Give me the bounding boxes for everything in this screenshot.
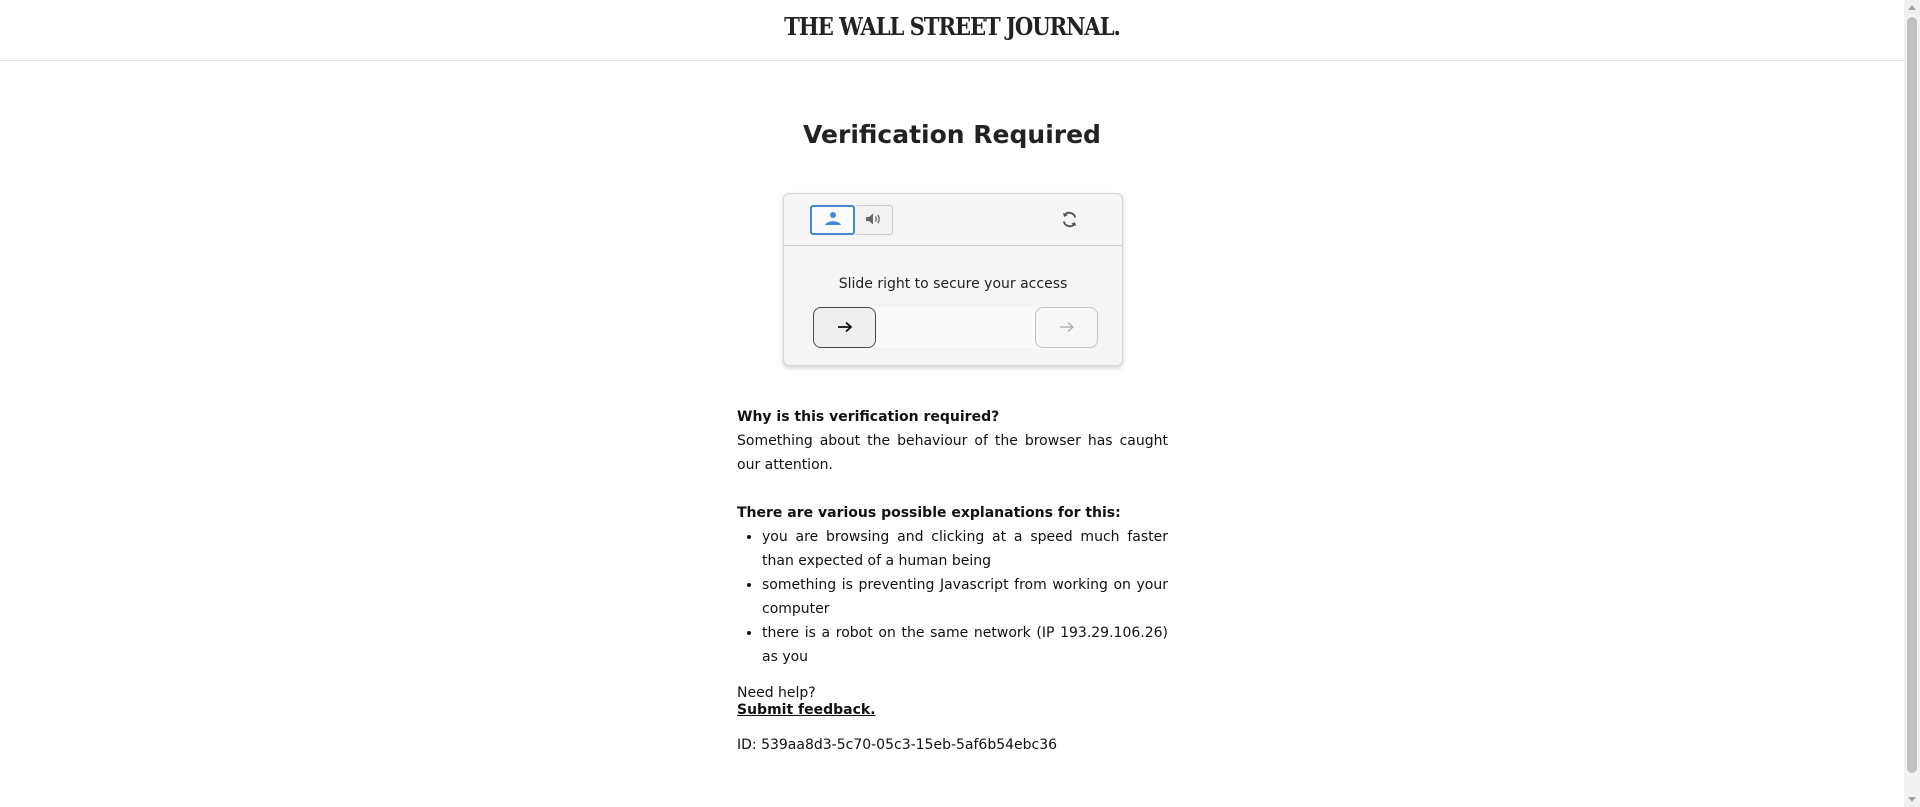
page-scrollbar[interactable] <box>1904 0 1920 807</box>
image-challenge-button[interactable] <box>810 205 855 235</box>
audio-challenge-button[interactable] <box>855 205 893 235</box>
help-text: Need help? <box>737 685 816 701</box>
why-heading: Why is this verification required? <box>737 409 1000 425</box>
site-header <box>0 0 1904 61</box>
arrow-right-icon <box>837 318 853 337</box>
slider-target <box>1035 307 1098 348</box>
explanations-heading: There are various possible explanations for this: <box>737 505 1121 521</box>
explanations-list <box>737 525 1168 669</box>
why-text: Something about the behaviour of the browser has caught our attention. <box>737 433 1168 473</box>
page-title: Verification Required <box>803 120 1101 149</box>
refresh-button[interactable] <box>1057 209 1081 233</box>
list-item: • something is preventing Javascript from working on your computer <box>762 573 1168 621</box>
scroll-up-icon[interactable] <box>1908 5 1916 10</box>
captcha-prompt: Slide right to secure your access <box>838 276 1068 292</box>
captcha-toolbar <box>784 194 1122 246</box>
list-item: • there is a robot on the same network (IP 193.29.106.26) as you <box>762 621 1168 669</box>
wsj-logo: THE WALL STREET JOURNAL. <box>784 12 1120 41</box>
refresh-icon <box>1060 210 1079 233</box>
image-challenge-icon <box>824 211 842 230</box>
captcha-widget <box>783 193 1123 366</box>
slider-handle[interactable] <box>813 307 876 348</box>
arrow-right-icon <box>1059 318 1075 337</box>
verification-info <box>737 405 1168 757</box>
scroll-down-icon[interactable] <box>1908 797 1916 802</box>
request-id: ID: 539aa8d3-5c70-05c3-15eb-5af6b54ebc36 <box>737 737 1058 753</box>
scroll-thumb[interactable] <box>1907 17 1917 773</box>
submit-feedback-link[interactable]: Submit feedback. <box>737 702 876 718</box>
audio-challenge-icon <box>865 211 882 230</box>
list-item: • you are browsing and clicking at a speed much faster than expected of a human being <box>762 525 1168 573</box>
